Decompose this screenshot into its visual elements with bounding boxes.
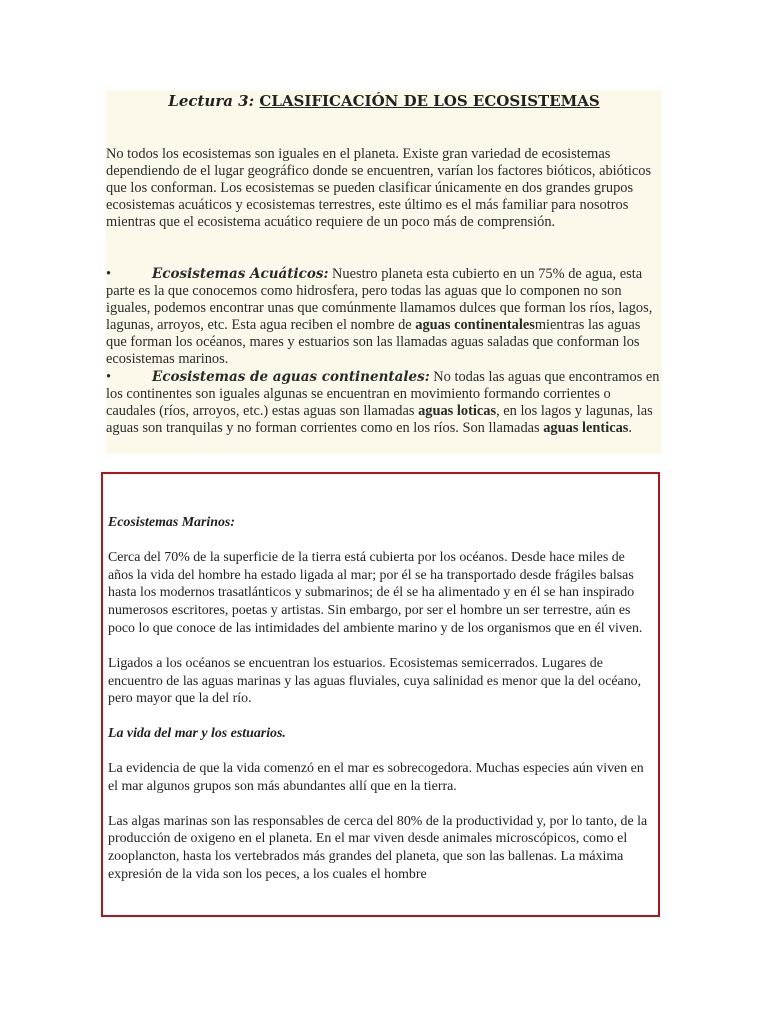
marine-paragraph-2: Ligados a los océanos se encuentran los estuarios. Ecosistemas semicerrados. Lugares de encuentro de las aguas marinas y las aguas fluviales, cuya salinidad es menor que la del océano, pero mayor que la del río. — [108, 655, 642, 707]
bullet-marker: • — [106, 369, 112, 385]
lecture-heading: CLASIFICACIÓN DE LOS ECOSISTEMAS — [259, 92, 600, 110]
bullet-continental-lead: Ecosistemas de aguas continentales: — [152, 369, 430, 385]
sea-life-paragraph-1: La evidencia de que la vida comenzó en el mar es sobrecogedora. Muchas especies aún viven en el mar algunos grupos son más abundantes allí que en la tierra. — [108, 760, 644, 794]
box-content — [108, 514, 653, 901]
bullet-aquatic — [106, 266, 662, 368]
bullet-continental-text: No todas las aguas que encontramos en los continentes son iguales algunas se encuentran en movimiento formando corrientes o caudales (ríos, arroyos, etc.) estas aguas son llamadas — [106, 369, 660, 419]
bullet-aquatic-text-end: mientras las aguas que forman los océanos, mares y estuarios son las llamadas aguas saladas que conforman los ecosistemas marinos. — [106, 317, 641, 367]
bullet-continental-text-end: . — [628, 420, 632, 436]
bullet-aquatic-lead: Ecosistemas Acuáticos: — [152, 266, 329, 282]
sea-life-heading: La vida del mar y los estuarios. — [108, 726, 286, 742]
term-aguas-lenticas: aguas lenticas — [543, 420, 629, 436]
bullet-aquatic-text: Nuestro planeta esta cubierto en un 75% de agua, esta parte es la que conocemos como hidrosfera, pero todas las aguas que lo componen no son iguales, podemos encontrar unas que comúnmente llamamos dulces que forman los ríos, lagos, lagunas, arroyos, etc. Esta agua reciben el nombre de — [106, 266, 653, 333]
bullet-continental-text-mid: , en los lagos y lagunas, las aguas son tranquilas y no forman corrientes como en los ríos. Son llamadas — [106, 403, 653, 436]
lecture-number: Lectura 3: — [168, 92, 255, 110]
bullet-marker: • — [106, 266, 112, 282]
term-aguas-loticas: aguas loticas — [418, 403, 497, 419]
lecture-panel — [106, 90, 662, 454]
lecture-title — [106, 92, 662, 110]
term-aguas-continentales: aguas continentales — [415, 317, 535, 333]
sea-life-paragraph-2: Las algas marinas son las responsables de cerca del 80% de la productividad y, por lo tanto, de la producción de oxigeno en el planeta. En el mar viven desde animales microscópicos, como el zooplancton, hasta los vertebrados más grandes del planeta, que son las ballenas. La máxima expresión de la vida son los peces, a los cuales el hombre — [108, 813, 648, 882]
intro-paragraph: No todos los ecosistemas son iguales en el planeta. Existe gran variedad de ecosistemas dependiendo de el lugar geográfico donde se encuentren, varían los factores bióticos, abióticos que los conforman. Los ecosistemas se pueden clasificar únicamente en dos grandes grupos ecosistemas acuáticos y ecosistemas terrestres, este último es el más familiar para nosotros mientras que el ecosistema acuático requiere de un poco más de comprensión. — [106, 146, 652, 230]
marine-heading: Ecosistemas Marinos: — [108, 515, 235, 530]
marine-paragraph-1: Cerca del 70% de la superficie de la tierra está cubierta por los océanos. Desde hace miles de años la vida del hombre ha estado ligada al mar; por él se ha transportado desde frágiles balsas hasta los modernos trasatlánticos y submarinos; de él se ha alimentado y en él se han inspirado numerosos escritores, poetas y artistas. Sin embargo, por ser el hombre un ser terrestre, aún es poco lo que conoce de las intimidades del ambiente marino y de los organismos que en él viven. — [108, 549, 643, 636]
marine-ecosystems-box — [101, 472, 660, 917]
bullet-continental — [106, 369, 662, 437]
